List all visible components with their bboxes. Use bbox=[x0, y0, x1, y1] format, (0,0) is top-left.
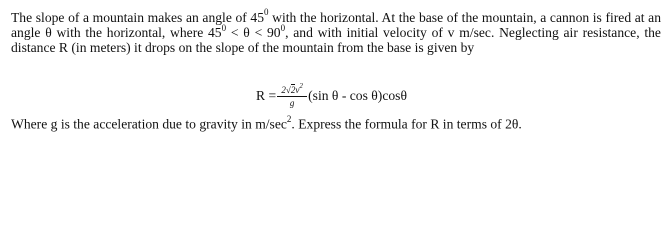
num-exponent: 2 bbox=[299, 82, 303, 90]
text-segment: with the horizontal. At the base of the mountain, a cannon is fired at an angle θ with the horizontal, where 45 bbox=[11, 10, 661, 41]
degree-sup: 0 bbox=[221, 22, 227, 33]
problem-text bbox=[11, 7, 661, 56]
footer-sentence bbox=[11, 113, 522, 132]
text-segment: The slope of a mountain makes an angle of 45 bbox=[11, 10, 265, 25]
text-segment: , and with initial velocity of v m/sec. Neglecting air resistance, the distance R (in meters) it drops on the slope of the mountain from the base is given by bbox=[11, 25, 661, 56]
degree-sup: 0 bbox=[264, 7, 269, 18]
formula-rhs: (sin θ - cos θ)cosθ bbox=[308, 88, 407, 103]
footer-text: . Express the formula for R in terms of 2θ. bbox=[291, 116, 522, 132]
sqrt-radicand: 2 bbox=[290, 85, 296, 95]
text-segment: < θ < 90 bbox=[226, 25, 281, 41]
range-formula bbox=[256, 82, 407, 110]
formula-lhs: R = bbox=[256, 88, 277, 103]
sqrt-symbol: √ bbox=[285, 85, 291, 95]
num-coefficient: 2 bbox=[281, 85, 286, 95]
degree-sup: 0 bbox=[280, 22, 286, 33]
footer-sup: 2 bbox=[286, 114, 292, 124]
fraction-numerator bbox=[281, 82, 302, 95]
num-variable: v bbox=[295, 85, 300, 95]
formula-fraction bbox=[277, 82, 307, 108]
footer-text: Where g is the acceleration due to gravity in m/sec bbox=[11, 116, 287, 132]
problem-paragraph bbox=[11, 7, 661, 56]
fraction-denominator: g bbox=[289, 98, 295, 108]
fraction-bar bbox=[277, 96, 307, 97]
